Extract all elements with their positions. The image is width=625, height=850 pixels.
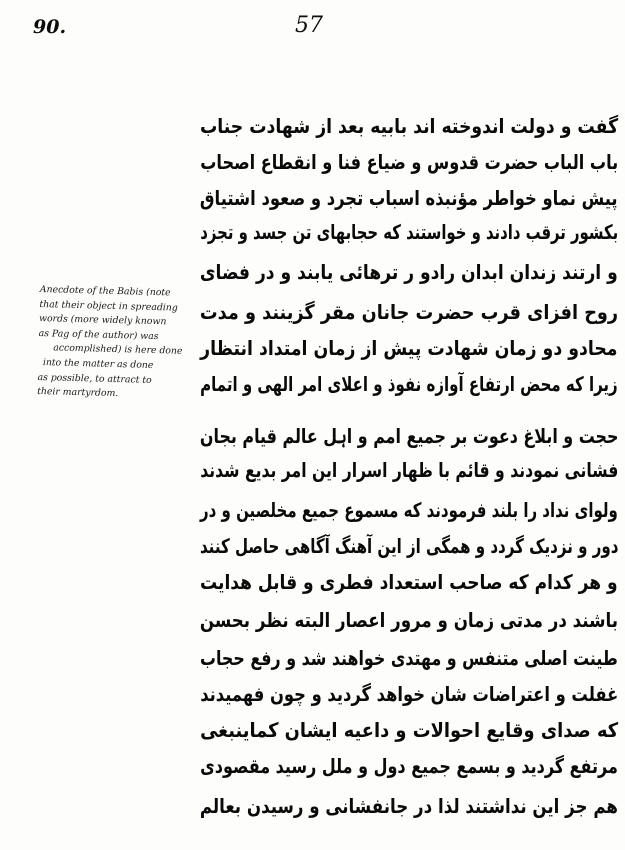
marginal-annotation: [37, 283, 208, 404]
text-line: باب الباب حضرت قدوس و ضیاع فنا و انقطاع اصحاب: [200, 150, 618, 174]
text-line: فشانی نمودند و قائم با ظهار اسرار این امر بدیع شدند: [199, 458, 618, 482]
text-line: روح افزای قرب حضرت جانان مقر گزینند و مدت: [199, 300, 618, 324]
text-line: بکشور ترقب دادند و خواستند که حجابهای تن جسد و تجزد: [200, 220, 618, 244]
text-line: پیش نماو خواطر مؤنبذه اسباب تجرد و صعود اشتیاق: [200, 186, 618, 210]
margin-note-line: words (more widely known: [38, 313, 167, 328]
text-line: و ارتند زندان ابدان رادو ر ترهائی یابند و در فضای: [200, 260, 618, 284]
margin-note-line: that their object in spreading: [39, 298, 178, 314]
text-line: دور و نزدیک گردد و همگی از این آهنگ آگاهی حاصل کنند: [199, 534, 618, 558]
margin-note-line: their martyrdom.: [37, 386, 119, 400]
margin-note-line: as Pag of the author) was: [38, 327, 159, 342]
margin-note-line: into the matter as done: [42, 357, 154, 371]
text-line: هم جز این نداشتند لذا در جانفشانی و رسیدن بعالم: [199, 794, 618, 818]
text-line: حجت و ابلاغ دعوت بر جمیع امم و اہل عالم قیام بجان: [199, 424, 618, 448]
text-line: و هر کدام که صاحب استعداد فطری و قابل هدایت: [200, 570, 618, 594]
margin-note-line: accomplished) is here done: [53, 342, 183, 358]
text-line: که صدای وقایع احوالات و داعیه ایشان کماینبغی: [199, 718, 618, 742]
margin-note-line: Anecdote of the Babis (note: [39, 283, 171, 299]
text-line: ولوای نداد را بلند فرمودند که مسموع جمیع مخلصین و در: [200, 498, 618, 522]
text-line: غفلت و اعتراضات شان خواهد گردید و چون فهمیدند: [199, 682, 618, 706]
text-line: مرتفع گردید و بسمع جمیع دول و ملل رسید مقصودی: [200, 754, 618, 778]
text-line: باشند در مدتی زمان و مرور اعصار البته نظر بحسن: [199, 608, 618, 632]
page-number: 57: [295, 13, 323, 38]
folio-number-left: 90.: [33, 16, 67, 38]
text-line: گفت و دولت اندوخته اند بابیه بعد از شهادت جناب: [199, 114, 618, 138]
text-line: زیرا که محض ارتفاع آوازه نفوذ و اعلای امر الهی و اتمام: [200, 372, 618, 396]
text-line: محادو دو زمان شهادت پیش از زمان امتداد انتظار: [200, 336, 618, 360]
margin-note-line: as possible, to attract to: [37, 371, 152, 386]
text-line: طینت اصلی متنفس و مهتدی خواهند شد و رفع حجاب: [200, 646, 618, 670]
